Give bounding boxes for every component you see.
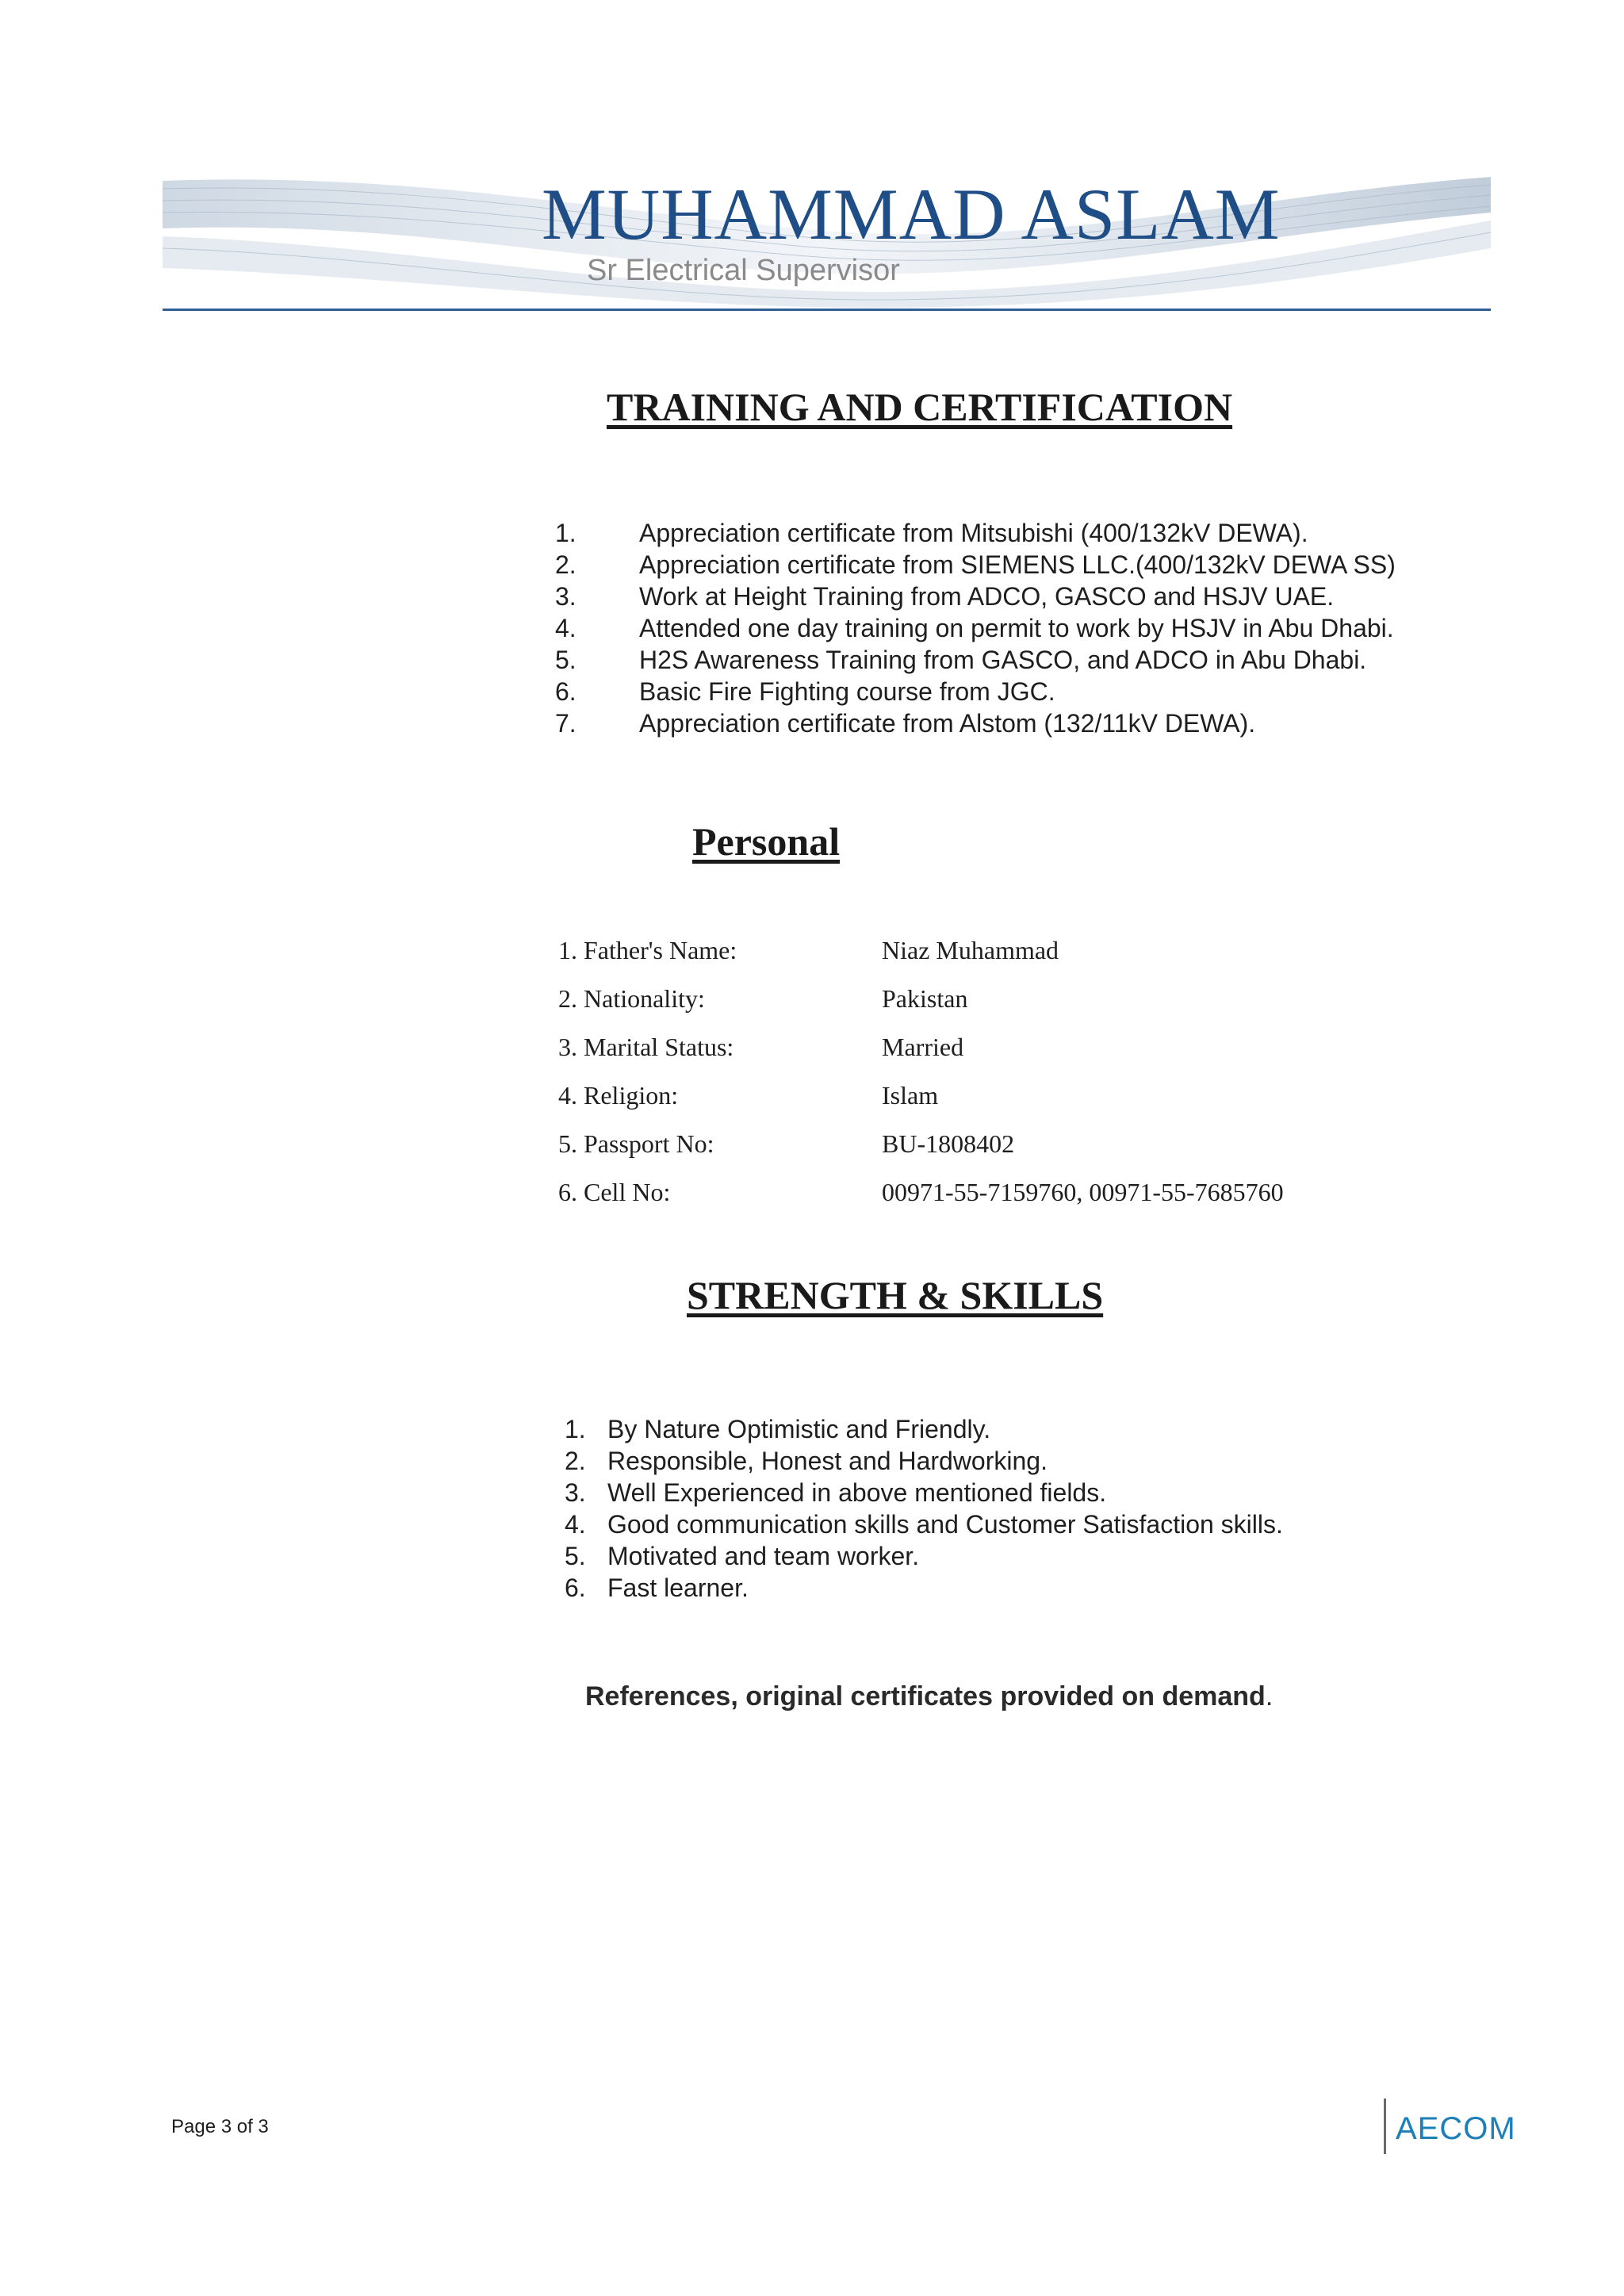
training-item-text: H2S Awareness Training from GASCO, and ADCO in Abu Dhabi. — [639, 646, 1367, 674]
personal-value: Islam — [882, 1081, 939, 1110]
personal-value: Married — [882, 1033, 964, 1061]
training-item — [547, 517, 1396, 549]
training-item-text: Attended one day training on permit to work by HSJV in Abu Dhabi. — [639, 614, 1394, 642]
training-item — [547, 581, 1396, 612]
personal-label: 2. Nationality: — [558, 984, 705, 1013]
skill-item-text: Responsible, Honest and Hardworking. — [607, 1447, 1048, 1475]
personal-label: 6. Cell No: — [558, 1178, 671, 1206]
personal-label: 1. Father's Name: — [558, 936, 737, 964]
personal-value: BU-1808402 — [882, 1129, 1015, 1158]
training-item-text: Appreciation certificate from Mitsubishi (400/132kV DEWA). — [639, 519, 1308, 547]
personal-value: Pakistan — [882, 984, 968, 1013]
training-heading: TRAINING AND CERTIFICATION — [607, 385, 1233, 429]
personal-value: Niaz Muhammad — [882, 936, 1059, 964]
training-item-number: 7. — [555, 709, 576, 738]
training-item — [547, 676, 1396, 707]
skill-item — [565, 1540, 1283, 1572]
references-note — [585, 1681, 1273, 1712]
skill-item-text: Fast learner. — [607, 1573, 749, 1602]
training-item-number: 3. — [555, 582, 576, 611]
training-item-text: Work at Height Training from ADCO, GASCO and HSJV UAE. — [639, 582, 1335, 611]
skill-item — [565, 1508, 1283, 1540]
training-item — [547, 612, 1396, 644]
candidate-name: MUHAMMAD ASLAM — [542, 174, 1281, 255]
training-item-number: 4. — [555, 614, 576, 642]
skill-item-number: 3. — [565, 1478, 586, 1507]
logo-divider — [1384, 2099, 1386, 2154]
skill-item — [565, 1477, 1283, 1508]
personal-label: 3. Marital Status: — [558, 1033, 734, 1061]
personal-value: 00971-55-7159760, 00971-55-7685760 — [882, 1178, 1284, 1206]
personal-label: 4. Religion: — [558, 1081, 679, 1110]
training-item-text: Appreciation certificate from Alstom (132/11kV DEWA). — [639, 709, 1256, 738]
resume-header — [163, 173, 1491, 312]
skill-item — [565, 1445, 1283, 1477]
skill-item-text: By Nature Optimistic and Friendly. — [607, 1415, 991, 1443]
training-item-number: 6. — [555, 677, 576, 706]
personal-label: 5. Passport No: — [558, 1129, 714, 1158]
aecom-logo: AECOM — [1396, 2111, 1516, 2146]
training-list — [547, 517, 1396, 739]
skills-list — [565, 1413, 1283, 1604]
skill-item — [565, 1413, 1283, 1445]
skill-item-number: 6. — [565, 1573, 586, 1602]
skills-heading: STRENGTH & SKILLS — [687, 1273, 1104, 1317]
skill-item-number: 4. — [565, 1510, 586, 1539]
training-item-text: Basic Fire Fighting course from JGC. — [639, 677, 1055, 706]
personal-heading: Personal — [692, 819, 841, 864]
training-item-number: 5. — [555, 646, 576, 674]
training-item-text: Appreciation certificate from SIEMENS LLC.(400/132kV DEWA SS) — [639, 550, 1396, 579]
skill-item-text: Well Experienced in above mentioned fields. — [607, 1478, 1107, 1507]
skill-item-number: 1. — [565, 1415, 586, 1443]
candidate-job-title: Sr Electrical Supervisor — [587, 254, 900, 287]
skill-item-number: 2. — [565, 1447, 586, 1475]
skill-item — [565, 1572, 1283, 1604]
skill-item-text: Good communication skills and Customer Satisfaction skills. — [607, 1510, 1283, 1539]
skill-item-text: Motivated and team worker. — [607, 1542, 920, 1570]
skill-item-number: 5. — [565, 1542, 586, 1570]
page-number: Page 3 of 3 — [171, 2116, 269, 2137]
training-item — [547, 644, 1396, 676]
training-item-number: 1. — [555, 519, 576, 547]
training-item-number: 2. — [555, 550, 576, 579]
training-item — [547, 549, 1396, 581]
training-item — [547, 707, 1396, 739]
references-period: . — [1265, 1681, 1274, 1711]
references-text: References, original certificates provided on demand — [585, 1681, 1266, 1711]
header-divider — [163, 309, 1491, 311]
